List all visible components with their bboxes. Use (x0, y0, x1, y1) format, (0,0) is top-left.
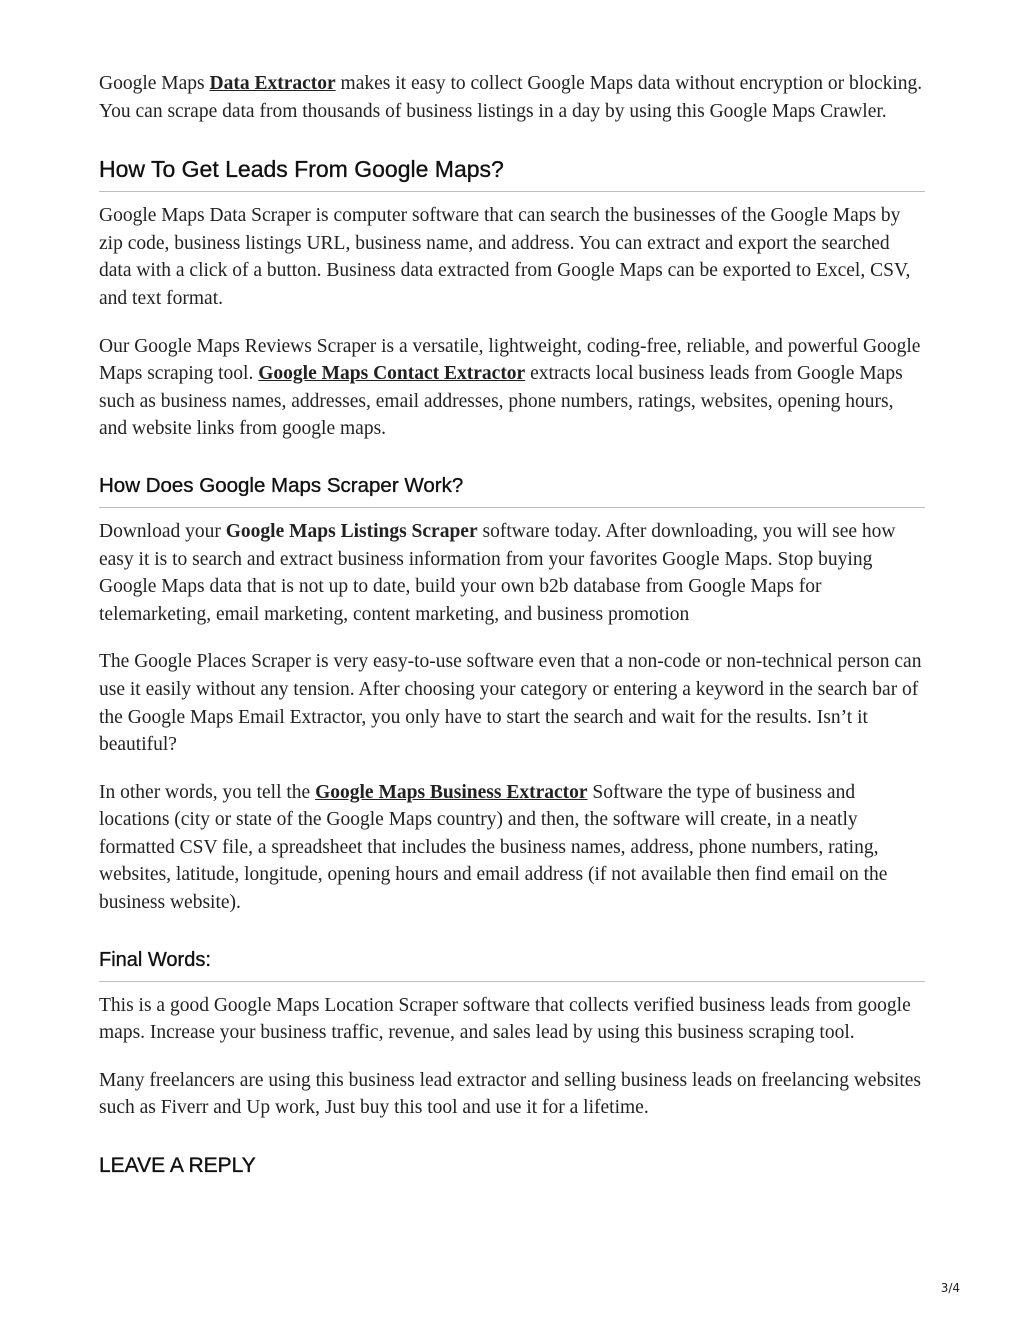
listings-scraper-bold: Google Maps Listings Scraper (225, 520, 478, 542)
section-heading-final-words: Final Words: (99, 947, 925, 982)
section3-paragraph-1: This is a good Google Maps Location Scraper software that collects verified business leads from google maps. Increase your business traffic, revenue, and sales lead by using this business scraping tool. (99, 994, 911, 1044)
section-heading-get-leads: How To Get Leads From Google Maps? (99, 155, 925, 192)
page-number: 3/4 (940, 1281, 960, 1295)
section1-paragraph-2 (99, 333, 925, 443)
leave-reply-heading: LEAVE A REPLY (99, 1154, 256, 1178)
section2-p3-text-start: In other words, you tell the (99, 781, 316, 803)
intro-text-end: makes it easy to collect Google Maps data without encryption or blocking. You can scrape data from thousands of business listings in a day by using this Google Maps Crawler. (99, 73, 923, 122)
section2-p3-text-end: Software the type of business and locations (city or state of the Google Maps country) and then, the software will create, in a neatly formatted CSV file, a spreadsheet that includes the business names, address, phone numbers, rating, websites, latitude, longitude, opening hours and email address (if not available then find email on the business website). (99, 781, 888, 914)
section2-p1-text-end: software today. After downloading, you will see how easy it is to search and extract business information from your favorites Google Maps. Stop buying Google Maps data that is not up to date, build your own b2b database from Google Maps for telemarketing, email marketing, content marketing, and business promotion (99, 520, 896, 625)
section1-p2-text-end: extracts local business leads from Google Maps such as business names, addresses, email addresses, phone numbers, ratings, websites, opening hours, and website links from google maps. (99, 363, 903, 440)
article-body (99, 70, 925, 1180)
section-heading-scraper-work: How Does Google Maps Scraper Work? (99, 473, 925, 508)
intro-paragraph (99, 70, 925, 125)
intro-text-start: Google Maps (99, 73, 210, 94)
section1-paragraph-1: Google Maps Data Scraper is computer software that can search the businesses of the Google Maps by zip code, business listings URL, business name, and address. You can extract and export the searched data with a click of a button. Business data extracted from Google Maps can be exported to Excel, CSV, and text format. (99, 205, 911, 309)
section2-paragraph-3 (99, 779, 925, 917)
section2-p1-text-start: Download your (99, 520, 226, 542)
data-extractor-link[interactable]: Data Extractor (209, 73, 336, 94)
section2-paragraph-2: The Google Places Scraper is very easy-to-use software even that a non-code or non-technical person can use it easily without any tension. After choosing your category or entering a keyword in the search bar of the Google Maps Email Extractor, you only have to start the search and wait for the results. Isn’t it beautiful? (99, 651, 922, 756)
contact-extractor-link[interactable]: Google Maps Contact Extractor (258, 363, 526, 385)
section3-paragraph-2: Many freelancers are using this business lead extractor and selling business leads on freelancing websites such as Fiverr and Up work, Just buy this tool and use it for a lifetime. (99, 1069, 921, 1119)
section2-paragraph-1 (99, 518, 925, 628)
business-extractor-link[interactable]: Google Maps Business Extractor (315, 781, 588, 803)
section1-p2-text-start: Our Google Maps Reviews Scraper is a versatile, lightweight, coding-free, reliable, and powerful Google Maps scraping tool. (99, 335, 921, 385)
